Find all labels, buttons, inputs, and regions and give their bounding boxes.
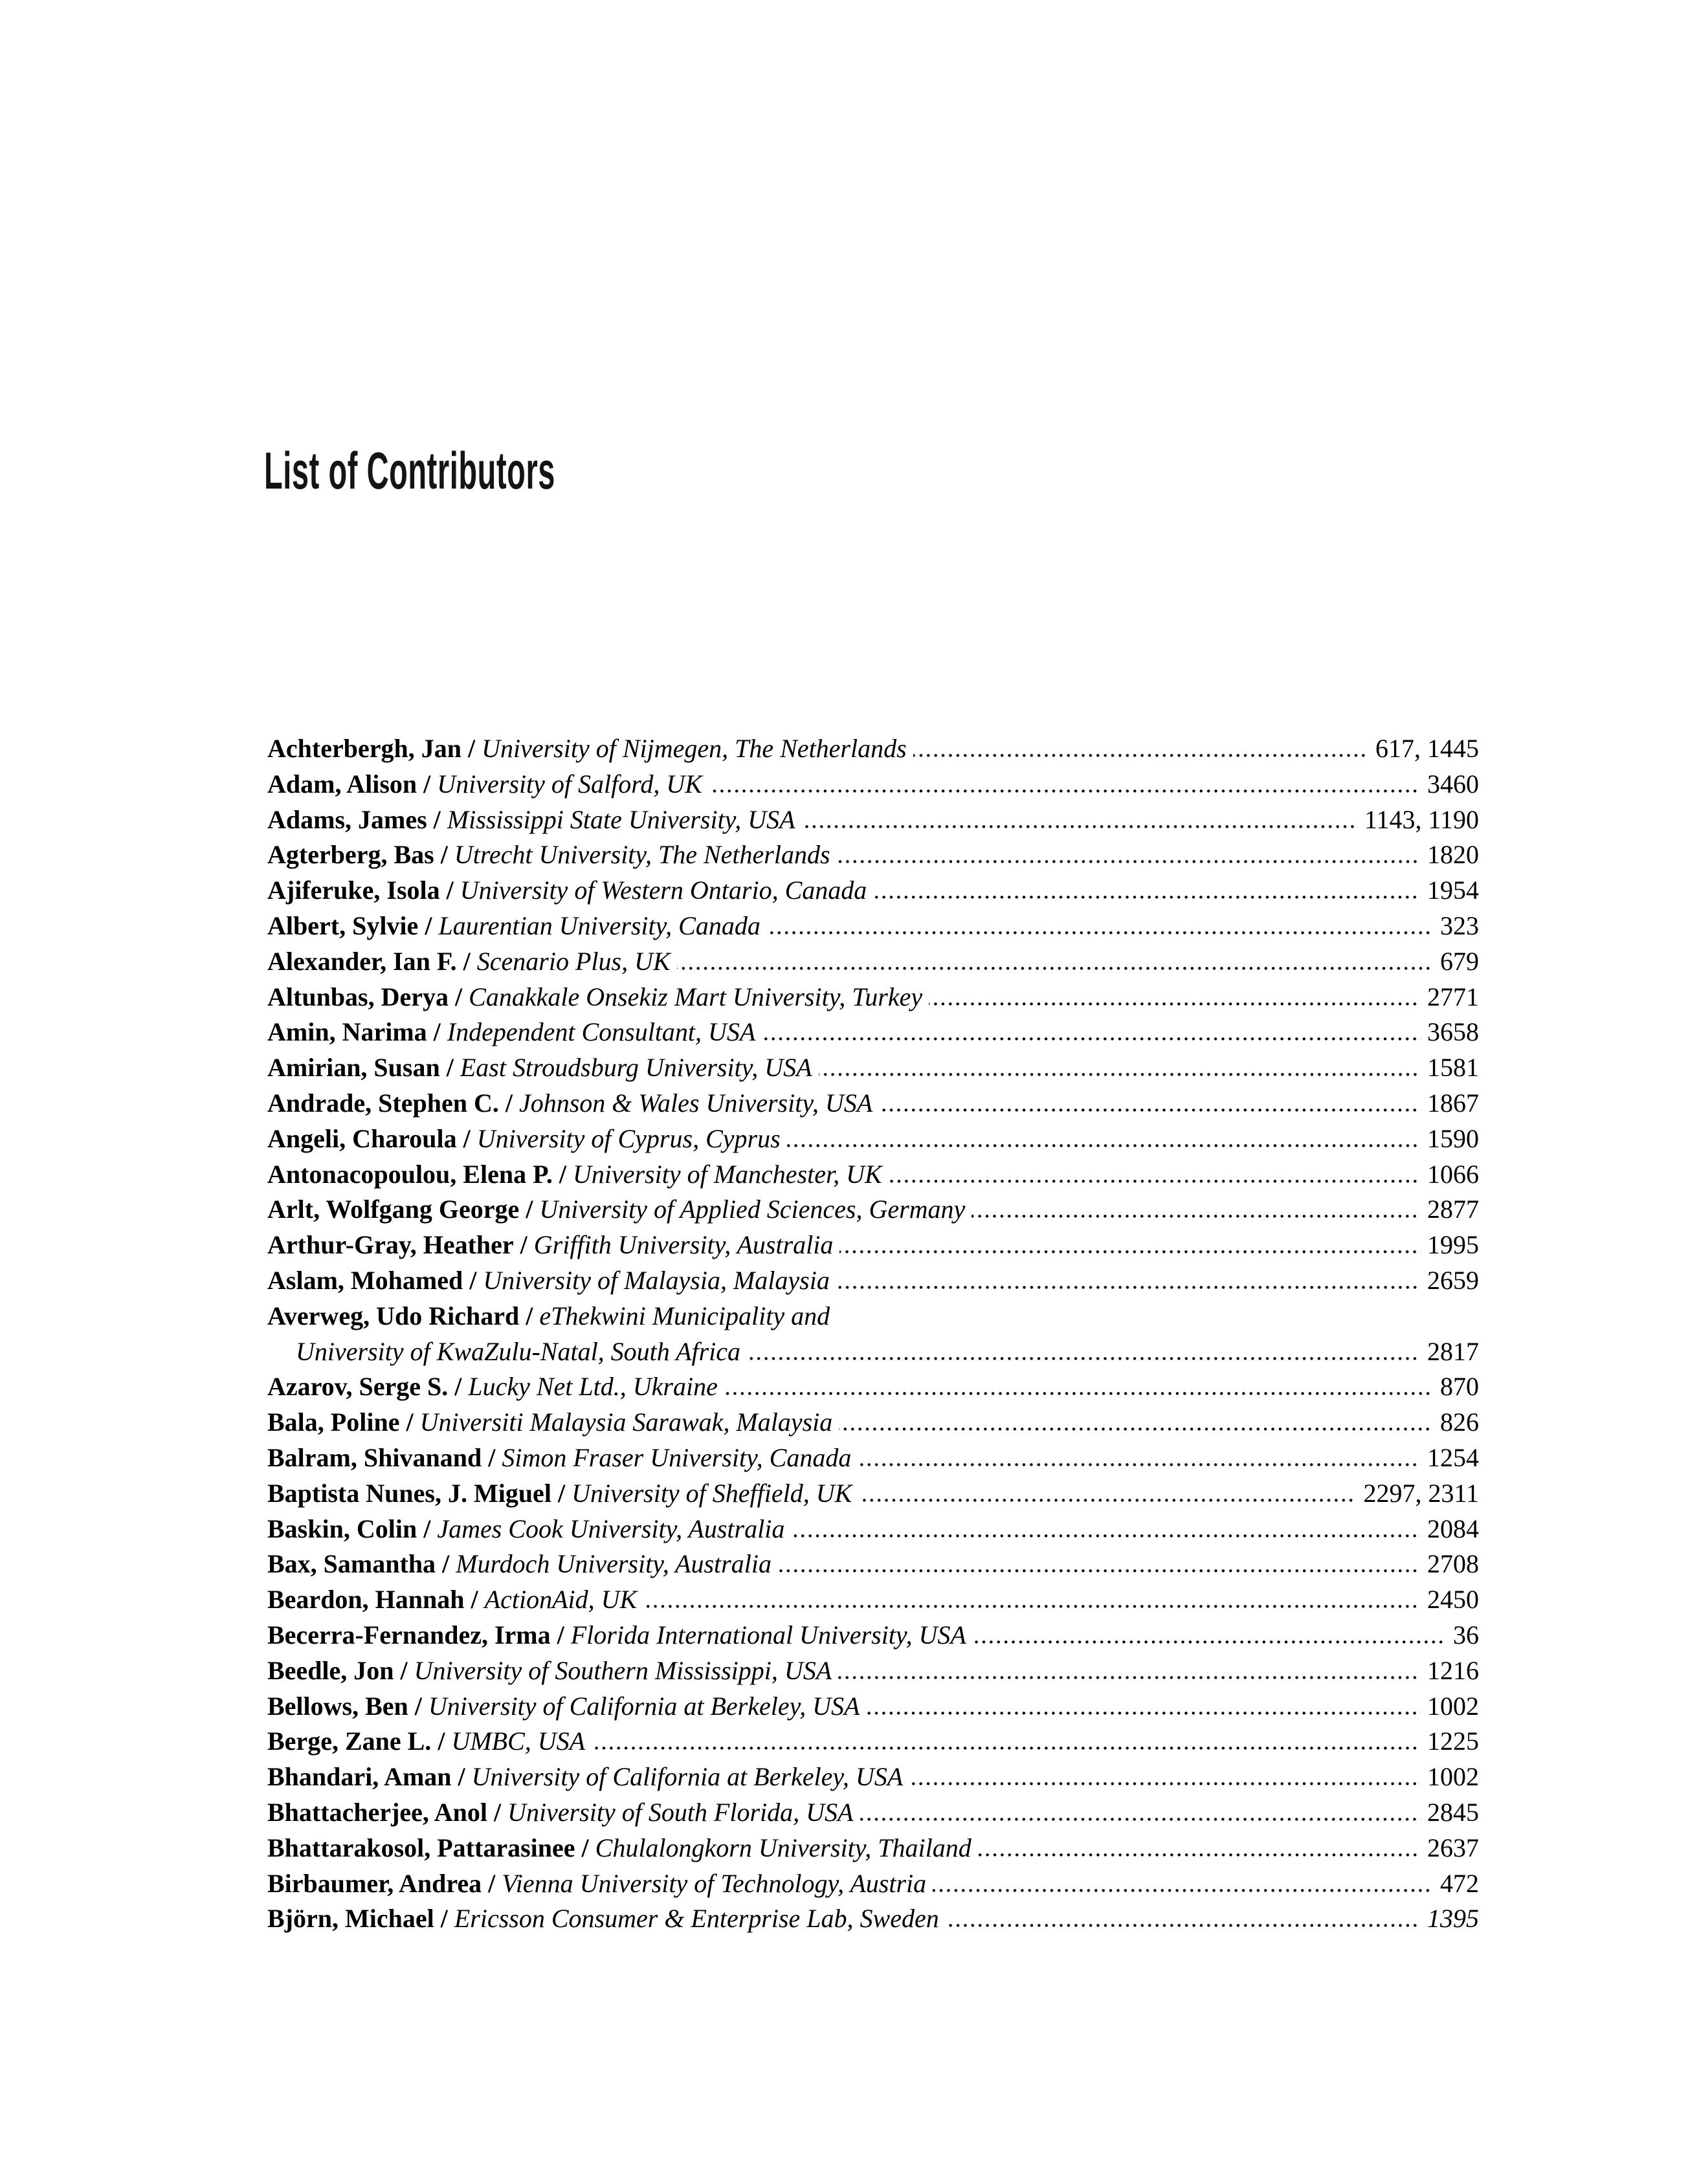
page-numbers: 2297, 2311 bbox=[1363, 1478, 1479, 1508]
page-numbers: 1216 bbox=[1427, 1655, 1479, 1685]
contributor-entry bbox=[267, 1795, 1479, 1831]
page-numbers: 2708 bbox=[1427, 1549, 1479, 1579]
contributor-affiliation: University of Malaysia, Malaysia bbox=[483, 1265, 830, 1295]
contributor-entry-text bbox=[267, 909, 761, 944]
contributor-affiliation: Chulalongkorn University, Thailand bbox=[595, 1833, 972, 1862]
contributor-entry bbox=[267, 1192, 1479, 1228]
contributor-entry bbox=[267, 1440, 1479, 1476]
contributor-name: Baskin, Colin bbox=[267, 1514, 417, 1543]
contributor-entry-text bbox=[267, 1724, 585, 1759]
contributor-entry-text bbox=[267, 1334, 740, 1370]
page-numbers: 36 bbox=[1453, 1620, 1479, 1649]
name-affiliation-separator: / bbox=[464, 1585, 485, 1615]
contributor-entry-text bbox=[267, 837, 830, 873]
page-numbers: 826 bbox=[1440, 1407, 1479, 1437]
contributor-entry bbox=[267, 802, 1479, 838]
contributor-name: Amin, Narima bbox=[267, 1017, 427, 1047]
contributor-name: Bellows, Ben bbox=[267, 1691, 408, 1721]
contributor-entry-text bbox=[267, 1866, 926, 1902]
contributor-affiliation: Laurentian University, Canada bbox=[438, 910, 761, 940]
page-numbers: 1395 bbox=[1427, 1904, 1479, 1934]
contributor-entry-text bbox=[267, 802, 795, 838]
name-affiliation-separator: / bbox=[498, 1088, 519, 1118]
contributor-entry-text bbox=[267, 1192, 965, 1228]
contributor-affiliation: Scenario Plus, UK bbox=[476, 946, 671, 976]
dot-leader bbox=[767, 931, 1434, 934]
contributor-affiliation: Simon Fraser University, Canada bbox=[502, 1442, 852, 1472]
contributor-name: Agterberg, Bas bbox=[267, 840, 434, 870]
contributor-entry bbox=[267, 1759, 1479, 1795]
contributor-affiliation: Ericsson Consumer & Enterprise Lab, Sweden bbox=[454, 1904, 939, 1934]
contributor-entry bbox=[267, 1901, 1479, 1937]
name-affiliation-separator: / bbox=[394, 1655, 414, 1685]
contributor-name: Antonacopoulou, Elena P. bbox=[267, 1159, 553, 1189]
contributor-entry-text bbox=[267, 767, 702, 802]
dot-leader bbox=[839, 1428, 1434, 1431]
dot-leader bbox=[889, 1180, 1421, 1183]
contributor-entry bbox=[267, 1618, 1479, 1653]
name-affiliation-separator: / bbox=[456, 1123, 477, 1153]
contributor-name: Bala, Poline bbox=[267, 1407, 400, 1437]
contributor-affiliation: University of Southern Mississippi, USA bbox=[414, 1655, 832, 1685]
contributor-entry-text bbox=[267, 1582, 637, 1618]
contributor-name: Beedle, Jon bbox=[267, 1655, 394, 1685]
name-affiliation-separator: / bbox=[436, 1549, 456, 1579]
contributor-entry bbox=[267, 944, 1479, 980]
page-numbers: 1867 bbox=[1427, 1088, 1479, 1118]
contributor-entry bbox=[267, 1334, 1479, 1370]
contributor-name: Bax, Samantha bbox=[267, 1549, 436, 1579]
name-affiliation-separator: / bbox=[487, 1797, 508, 1827]
dot-leader bbox=[972, 1215, 1421, 1218]
contributor-affiliation: Canakkale Onsekiz Mart University, Turkey bbox=[469, 982, 923, 1011]
dot-leader bbox=[858, 1499, 1357, 1502]
contributor-entry-text bbox=[267, 980, 922, 1015]
contributor-name: Angeli, Charoula bbox=[267, 1123, 457, 1153]
page-numbers: 679 bbox=[1440, 946, 1479, 976]
page-numbers: 870 bbox=[1440, 1372, 1479, 1402]
name-affiliation-separator: / bbox=[482, 1442, 502, 1472]
contributor-name: Altunbas, Derya bbox=[267, 982, 449, 1011]
page-numbers: 2845 bbox=[1427, 1797, 1479, 1827]
page-numbers: 1581 bbox=[1427, 1053, 1479, 1083]
contributor-entry-text bbox=[267, 1795, 853, 1831]
dot-leader bbox=[762, 1037, 1421, 1041]
name-affiliation-separator: / bbox=[456, 946, 477, 976]
contributor-entry-text bbox=[267, 1653, 832, 1689]
dot-leader bbox=[787, 1144, 1421, 1147]
contributor-name: Berge, Zane L. bbox=[267, 1726, 432, 1756]
dot-leader bbox=[909, 1782, 1421, 1785]
page-numbers: 1002 bbox=[1427, 1762, 1479, 1792]
contributor-entry-text bbox=[267, 1476, 852, 1512]
contributor-name: Beardon, Hannah bbox=[267, 1585, 465, 1615]
contributor-entry-text bbox=[267, 1015, 755, 1050]
contributor-entry bbox=[267, 1299, 1479, 1334]
contributor-entry bbox=[267, 1228, 1479, 1263]
name-affiliation-separator: / bbox=[434, 1904, 454, 1934]
contributor-name: Azarov, Serge S. bbox=[267, 1372, 449, 1402]
contributor-entry-text bbox=[267, 1086, 872, 1121]
name-affiliation-separator: / bbox=[551, 1478, 572, 1508]
contributor-affiliation: James Cook University, Australia bbox=[437, 1514, 785, 1543]
contributor-name: Arthur-Gray, Heather bbox=[267, 1230, 514, 1260]
contributor-affiliation: Independent Consultant, USA bbox=[447, 1017, 756, 1047]
page-numbers: 2771 bbox=[1427, 982, 1479, 1011]
contributor-affiliation: University of Cyprus, Cyprus bbox=[476, 1123, 781, 1153]
contributor-entry-text bbox=[267, 1263, 830, 1299]
page-numbers: 2637 bbox=[1427, 1833, 1479, 1862]
contributor-entry bbox=[267, 1512, 1479, 1547]
contributor-entry bbox=[267, 1582, 1479, 1618]
page-numbers: 2084 bbox=[1427, 1514, 1479, 1543]
contributor-entry bbox=[267, 1724, 1479, 1759]
contributor-entry-text bbox=[267, 1440, 851, 1476]
contributor-entry bbox=[267, 980, 1479, 1015]
dot-leader bbox=[866, 1712, 1421, 1715]
page-numbers: 472 bbox=[1440, 1868, 1479, 1898]
contributor-name: Björn, Michael bbox=[267, 1904, 434, 1934]
page-numbers: 1143, 1190 bbox=[1364, 804, 1479, 834]
contributor-entry-text bbox=[267, 1228, 833, 1263]
name-affiliation-separator: / bbox=[461, 734, 482, 763]
page-numbers: 3460 bbox=[1427, 769, 1479, 799]
contributor-name: Birbaumer, Andrea bbox=[267, 1868, 482, 1898]
name-affiliation-separator: / bbox=[448, 1372, 469, 1402]
page-numbers: 2450 bbox=[1427, 1585, 1479, 1615]
name-affiliation-separator: / bbox=[427, 804, 447, 834]
page-numbers: 2877 bbox=[1427, 1195, 1479, 1224]
dot-leader bbox=[929, 1002, 1421, 1006]
contributor-entry bbox=[267, 1086, 1479, 1121]
contributor-affiliation: Florida International University, USA bbox=[570, 1620, 966, 1649]
contributor-name: Averweg, Udo Richard bbox=[267, 1301, 520, 1330]
contributor-name: Baptista Nunes, J. Miguel bbox=[267, 1478, 551, 1508]
contributor-name: Bhattacherjee, Anol bbox=[267, 1797, 487, 1827]
contributor-affiliation: Mississippi State University, USA bbox=[447, 804, 795, 834]
dot-leader bbox=[913, 754, 1369, 757]
contributor-affiliation: East Stroudsburg University, USA bbox=[460, 1053, 812, 1083]
name-affiliation-separator: / bbox=[513, 1230, 534, 1260]
contributor-entry-text bbox=[267, 1405, 832, 1440]
page-numbers: 617, 1445 bbox=[1375, 734, 1479, 763]
contributor-entry bbox=[267, 909, 1479, 944]
page-numbers: 3658 bbox=[1427, 1017, 1479, 1047]
dot-leader bbox=[838, 1676, 1421, 1679]
contributor-entry-text bbox=[267, 1050, 812, 1086]
name-affiliation-separator: / bbox=[449, 982, 469, 1011]
contributor-affiliation: University of Applied Sciences, Germany bbox=[539, 1195, 966, 1224]
dot-leader bbox=[724, 1392, 1434, 1395]
name-affiliation-separator: / bbox=[463, 1265, 483, 1295]
page-numbers: 2817 bbox=[1427, 1336, 1479, 1366]
contributor-affiliation: University of Salford, UK bbox=[437, 769, 702, 799]
name-affiliation-separator: / bbox=[575, 1833, 595, 1862]
name-affiliation-separator: / bbox=[417, 769, 438, 799]
contributor-affiliation: University of California at Berkeley, USA bbox=[471, 1762, 904, 1792]
contributor-entry bbox=[267, 1866, 1479, 1902]
contributor-name: Balram, Shivanand bbox=[267, 1442, 482, 1472]
contributor-entry bbox=[267, 1015, 1479, 1050]
contributor-entry bbox=[267, 767, 1479, 802]
contributor-entry bbox=[267, 1157, 1479, 1193]
contributor-entry-text bbox=[267, 1689, 860, 1725]
dot-leader bbox=[858, 1463, 1421, 1466]
contributor-entry bbox=[267, 731, 1479, 767]
name-affiliation-separator: / bbox=[408, 1691, 428, 1721]
contributor-entry bbox=[267, 1050, 1479, 1086]
dot-leader bbox=[973, 1640, 1447, 1644]
contributor-entry bbox=[267, 1689, 1479, 1725]
contributor-name: Adams, James bbox=[267, 804, 427, 834]
page-numbers: 1066 bbox=[1427, 1159, 1479, 1189]
contributor-name: Adam, Alison bbox=[267, 769, 417, 799]
contributor-affiliation: University of California at Berkeley, USA bbox=[428, 1691, 860, 1721]
contributor-name: Aslam, Mohamed bbox=[267, 1265, 463, 1295]
dot-leader bbox=[946, 1924, 1421, 1927]
name-affiliation-separator: / bbox=[431, 1726, 452, 1756]
name-affiliation-separator: / bbox=[519, 1195, 540, 1224]
contributor-name: Becerra-Fernandez, Irma bbox=[267, 1620, 551, 1649]
contributor-affiliation: Vienna University of Technology, Austria bbox=[502, 1868, 927, 1898]
page-numbers: 1820 bbox=[1427, 840, 1479, 870]
contributor-entry bbox=[267, 1369, 1479, 1405]
dot-leader bbox=[709, 789, 1421, 793]
name-affiliation-separator: / bbox=[552, 1159, 573, 1189]
name-affiliation-separator: / bbox=[418, 910, 439, 940]
dot-leader bbox=[819, 1073, 1421, 1076]
contributor-entry-text bbox=[267, 1369, 718, 1405]
name-affiliation-separator: / bbox=[417, 1514, 438, 1543]
contributor-entry bbox=[267, 1831, 1479, 1866]
dot-leader bbox=[837, 860, 1421, 863]
dot-leader bbox=[873, 896, 1421, 899]
contributor-affiliation: Universiti Malaysia Sarawak, Malaysia bbox=[419, 1407, 833, 1437]
contributor-entry-text bbox=[267, 1831, 972, 1866]
dot-leader bbox=[791, 1534, 1421, 1538]
contributor-list bbox=[267, 731, 1479, 1937]
contributor-name: Amirian, Susan bbox=[267, 1053, 440, 1083]
contributor-affiliation: University of Nijmegen, The Netherlands bbox=[482, 734, 907, 763]
name-affiliation-separator: / bbox=[482, 1868, 502, 1898]
contributor-entry-text bbox=[267, 944, 671, 980]
contributor-entry-text bbox=[267, 1121, 781, 1157]
contributor-entry-text bbox=[267, 1299, 830, 1334]
dot-leader bbox=[933, 1889, 1434, 1892]
contributor-entry-text bbox=[267, 873, 867, 909]
contributor-affiliation: Murdoch University, Australia bbox=[456, 1549, 772, 1579]
page-numbers: 2659 bbox=[1427, 1265, 1479, 1295]
contributor-entry-text bbox=[267, 1547, 772, 1582]
contributor-entry bbox=[267, 1547, 1479, 1582]
page-numbers: 1254 bbox=[1427, 1442, 1479, 1472]
contributor-entry-text bbox=[267, 731, 907, 767]
contributor-affiliation: University of South Florida, USA bbox=[507, 1797, 854, 1827]
contributor-name: Arlt, Wolfgang George bbox=[267, 1195, 520, 1224]
contributor-entry bbox=[267, 873, 1479, 909]
contributor-entry bbox=[267, 1653, 1479, 1689]
dot-leader bbox=[592, 1747, 1421, 1750]
dot-leader bbox=[677, 967, 1434, 970]
page-title: List of Contributors bbox=[264, 442, 556, 500]
contributor-name: Andrade, Stephen C. bbox=[267, 1088, 499, 1118]
dot-leader bbox=[879, 1109, 1421, 1112]
name-affiliation-separator: / bbox=[451, 1762, 472, 1792]
dot-leader bbox=[860, 1818, 1421, 1821]
contributor-affiliation: ActionAid, UK bbox=[484, 1585, 638, 1615]
name-affiliation-separator: / bbox=[519, 1301, 540, 1330]
contributor-entry-text bbox=[267, 1512, 784, 1547]
contributor-entry-text bbox=[267, 1901, 939, 1937]
contributor-affiliation: Utrecht University, The Netherlands bbox=[454, 840, 830, 870]
contributor-name: Bhattarakosol, Pattarasinee bbox=[267, 1833, 575, 1862]
contributor-affiliation: University of KwaZulu-Natal, South Africa bbox=[296, 1336, 741, 1366]
name-affiliation-separator: / bbox=[439, 1053, 460, 1083]
dot-leader bbox=[802, 825, 1358, 828]
page-numbers: 323 bbox=[1440, 910, 1479, 940]
contributor-affiliation: Johnson & Wales University, USA bbox=[518, 1088, 873, 1118]
page-numbers: 1954 bbox=[1427, 876, 1479, 905]
contributor-entry-text bbox=[267, 1157, 882, 1193]
contributor-name: Ajiferuke, Isola bbox=[267, 876, 440, 905]
dot-leader bbox=[643, 1605, 1421, 1608]
contributor-name: Bhandari, Aman bbox=[267, 1762, 452, 1792]
contributor-affiliation: University of Sheffield, UK bbox=[572, 1478, 852, 1508]
contributor-affiliation: Lucky Net Ltd., Ukraine bbox=[468, 1372, 718, 1402]
contributor-affiliation: University of Manchester, UK bbox=[572, 1159, 882, 1189]
contributor-entry bbox=[267, 1476, 1479, 1512]
dot-leader bbox=[836, 1321, 1472, 1325]
contributor-entry bbox=[267, 1405, 1479, 1440]
contributor-affiliation: eThekwini Municipality and bbox=[539, 1301, 830, 1330]
dot-leader bbox=[839, 1250, 1421, 1253]
dot-leader bbox=[747, 1357, 1421, 1360]
page-numbers: 1590 bbox=[1427, 1123, 1479, 1153]
page-numbers: 1002 bbox=[1427, 1691, 1479, 1721]
name-affiliation-separator: / bbox=[399, 1407, 420, 1437]
dot-leader bbox=[978, 1853, 1421, 1857]
page-numbers: 1995 bbox=[1427, 1230, 1479, 1260]
contributor-affiliation: University of Western Ontario, Canada bbox=[460, 876, 867, 905]
name-affiliation-separator: / bbox=[434, 840, 454, 870]
contributor-entry-text bbox=[267, 1759, 903, 1795]
name-affiliation-separator: / bbox=[550, 1620, 571, 1649]
contributor-entry-text bbox=[267, 1618, 966, 1653]
contributor-entry bbox=[267, 837, 1479, 873]
contributor-name: Alexander, Ian F. bbox=[267, 946, 457, 976]
name-affiliation-separator: / bbox=[427, 1017, 447, 1047]
contributor-name: Albert, Sylvie bbox=[267, 910, 419, 940]
dot-leader bbox=[778, 1569, 1421, 1572]
contributor-affiliation: UMBC, USA bbox=[451, 1726, 586, 1756]
contributor-entry bbox=[267, 1121, 1479, 1157]
name-affiliation-separator: / bbox=[439, 876, 460, 905]
page-numbers: 1225 bbox=[1427, 1726, 1479, 1756]
dot-leader bbox=[836, 1286, 1421, 1289]
contributor-entry bbox=[267, 1263, 1479, 1299]
contributor-name: Achterbergh, Jan bbox=[267, 734, 461, 763]
contributor-affiliation: Griffith University, Australia bbox=[533, 1230, 834, 1260]
